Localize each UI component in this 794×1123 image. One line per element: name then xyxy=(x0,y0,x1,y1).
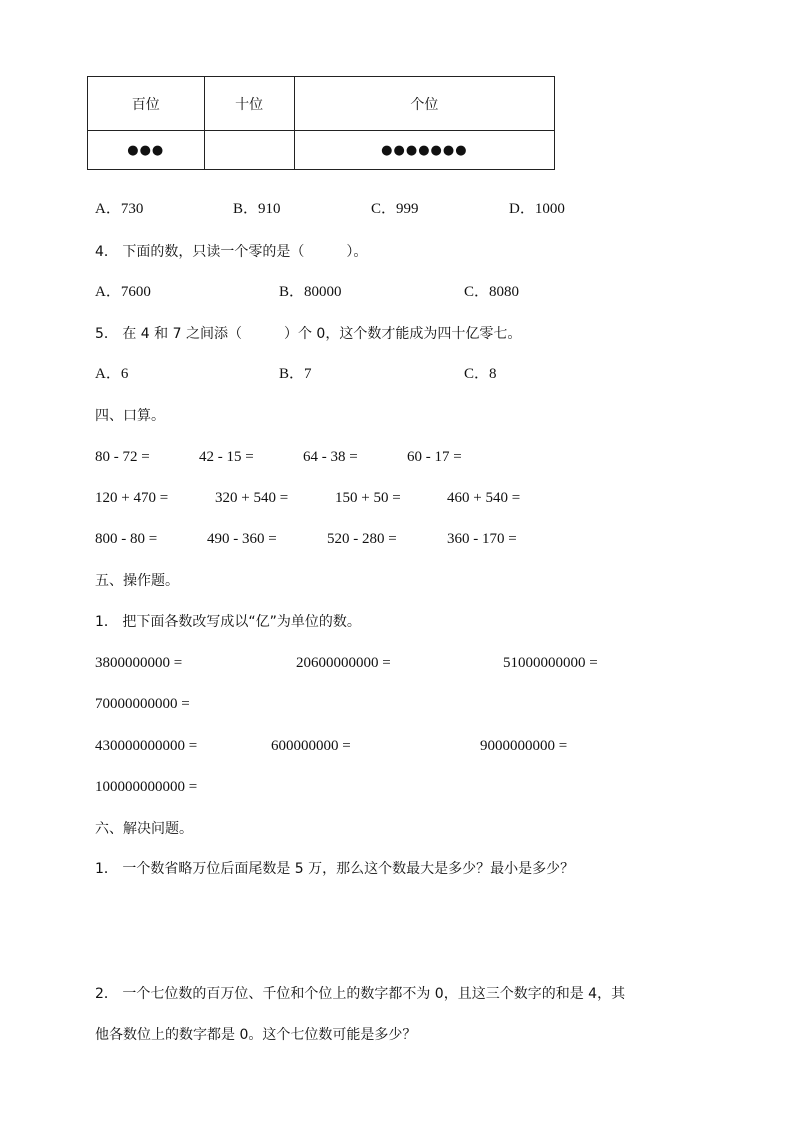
q4-option-c: C．8080 xyxy=(464,284,520,300)
q3-option-a: A．730 xyxy=(95,201,144,217)
q5-stem: 5． 在 4 和 7 之间添（ ）个 0，这个数才能成为四十亿零七。 xyxy=(95,326,522,342)
section5-q1: 1． 把下面各数改写成以“亿”为单位的数。 xyxy=(95,614,361,630)
section5-title: 五、操作题。 xyxy=(95,573,179,589)
calc-item: 80 - 72 = xyxy=(95,449,150,465)
calc-item: 42 - 15 = xyxy=(199,449,254,465)
convert-item: 100000000000 = xyxy=(95,779,198,795)
q5-option-b: B．7 xyxy=(279,366,312,382)
header-tens: 十位 xyxy=(204,77,294,131)
q3-option-c: C．999 xyxy=(371,201,419,217)
place-value-table xyxy=(87,76,555,170)
section6-q2-line1: 2． 一个七位数的百万位、千位和个位上的数字都不为 0，且这三个数字的和是 4，其 xyxy=(95,986,626,1002)
section6-title: 六、解决问题。 xyxy=(95,821,193,837)
q4-option-a: A．7600 xyxy=(95,284,151,300)
header-ones: 个位 xyxy=(294,77,554,131)
q5-option-c: C．8 xyxy=(464,366,497,382)
q4-option-b: B．80000 xyxy=(279,284,342,300)
calc-item: 60 - 17 = xyxy=(407,449,462,465)
section6-q1: 1． 一个数省略万位后面尾数是 5 万，那么这个数最大是多少？最小是多少？ xyxy=(95,861,575,877)
calc-item: 120 + 470 = xyxy=(95,490,169,506)
q3-option-b: B．910 xyxy=(233,201,281,217)
convert-item: 20600000000 = xyxy=(296,655,391,671)
beads-ones: ●●●●●●● xyxy=(294,131,554,170)
convert-item: 3800000000 = xyxy=(95,655,183,671)
beads-tens xyxy=(204,131,294,170)
convert-item: 70000000000 = xyxy=(95,696,190,712)
convert-item: 600000000 = xyxy=(271,738,351,754)
calc-item: 800 - 80 = xyxy=(95,531,158,547)
convert-item: 430000000000 = xyxy=(95,738,198,754)
convert-item: 51000000000 = xyxy=(503,655,598,671)
calc-item: 64 - 38 = xyxy=(303,449,358,465)
calc-item: 520 - 280 = xyxy=(327,531,397,547)
calc-item: 320 + 540 = xyxy=(215,490,289,506)
q3-option-d: D．1000 xyxy=(509,201,565,217)
q5-option-a: A．6 xyxy=(95,366,129,382)
section4-title: 四、口算。 xyxy=(95,408,165,424)
calc-item: 490 - 360 = xyxy=(207,531,277,547)
header-hundreds: 百位 xyxy=(88,77,205,131)
calc-item: 150 + 50 = xyxy=(335,490,401,506)
q4-stem: 4． 下面的数，只读一个零的是（ ）。 xyxy=(95,244,368,260)
calc-item: 360 - 170 = xyxy=(447,531,517,547)
calc-item: 460 + 540 = xyxy=(447,490,521,506)
beads-hundreds: ●●● xyxy=(88,131,205,170)
section6-q2-line2: 他各数位上的数字都是 0。这个七位数可能是多少？ xyxy=(95,1027,417,1043)
convert-item: 9000000000 = xyxy=(480,738,568,754)
